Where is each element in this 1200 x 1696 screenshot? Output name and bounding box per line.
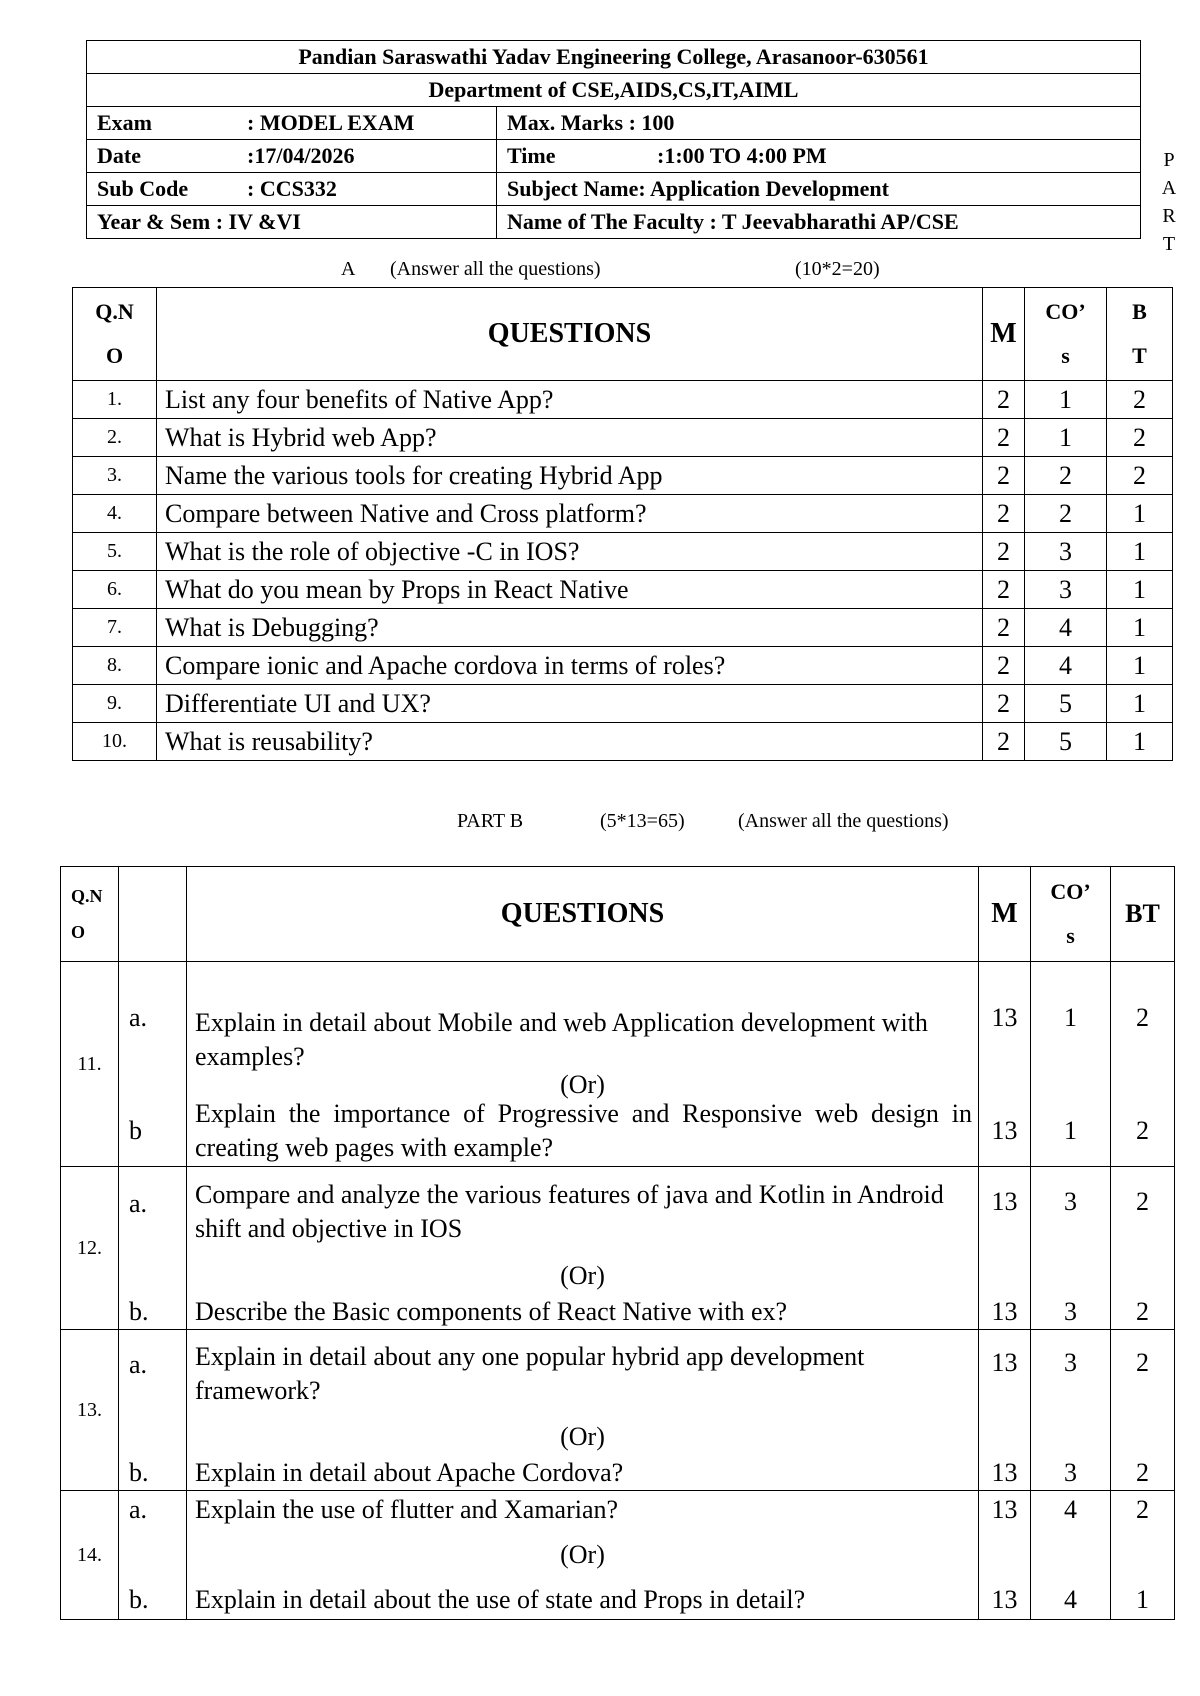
bt-cell: 2 [1111,962,1175,1075]
question-text: What is the role of objective -C in IOS? [157,533,983,571]
or-label: (Or) [187,1074,979,1096]
questions-header: QUESTIONS [187,867,979,962]
question-number: 1. [73,381,157,419]
question-number: 7. [73,609,157,647]
table-row [61,1330,1175,1419]
part-b-table [60,866,1175,1620]
sub-label: b. [119,1295,187,1330]
question-text: What do you mean by Props in React Native [157,571,983,609]
question-text: List any four benefits of Native App? [157,381,983,419]
cos-header: CO’ s [1025,288,1107,381]
question-number: 8. [73,647,157,685]
table-header-row [61,867,1175,962]
marks-cell: 2 [983,495,1025,533]
faculty-name: Name of The Faculty : T Jeevabharathi AP/CSE [497,206,1141,239]
part-a-marks: (10*2=20) [795,258,880,280]
co-cell: 4 [1031,1582,1111,1620]
year-sem: Year & Sem : IV &VI [87,206,497,239]
sub-label: b. [119,1582,187,1620]
questions-header: QUESTIONS [157,288,983,381]
co-cell: 1 [1025,381,1107,419]
bt-cell: 1 [1107,609,1173,647]
marks-cell: 2 [983,647,1025,685]
marks-cell: 13 [979,1491,1031,1529]
marks-cell: 2 [983,571,1025,609]
cos-header: CO’ s [1031,867,1111,962]
part-b-instruction: (Answer all the questions) [738,810,949,832]
part-b-marks: (5*13=65) [600,810,685,832]
marks-cell: 13 [979,1295,1031,1330]
table-row [73,723,1173,761]
question-text: Compare ionic and Apache cordova in terms of roles? [157,647,983,685]
question-number: 3. [73,457,157,495]
co-cell: 3 [1031,1295,1111,1330]
time-cell [497,140,1141,173]
question-text: Explain the use of flutter and Xamarian? [187,1491,979,1529]
bt-cell: 2 [1111,1167,1175,1258]
bt-cell: 2 [1111,1330,1175,1419]
max-marks: Max. Marks : 100 [497,107,1141,140]
bt-cell: 1 [1107,647,1173,685]
question-number: 11. [61,962,119,1167]
question-text: Explain in detail about Mobile and web Application development with examples? [187,962,979,1075]
marks-cell: 13 [979,1330,1031,1419]
question-text: Name the various tools for creating Hybrid App [157,457,983,495]
question-number: 4. [73,495,157,533]
or-row [61,1257,1175,1295]
subject-name: Subject Name: Application Development [497,173,1141,206]
marks-cell: 2 [983,381,1025,419]
exam-cell [87,107,497,140]
or-row [61,1074,1175,1096]
qno-header: Q.N O [73,288,157,381]
department-name: Department of CSE,AIDS,CS,IT,AIML [87,74,1141,107]
question-number: 9. [73,685,157,723]
question-text: Differentiate UI and UX? [157,685,983,723]
question-text: Explain in detail about any one popular hybrid app development framework? [187,1330,979,1419]
question-text: Explain in detail about the use of state and Props in detail? [187,1582,979,1620]
bt-cell: 1 [1107,533,1173,571]
marks-header: M [983,288,1025,381]
co-cell: 5 [1025,685,1107,723]
subcode-cell [87,173,497,206]
sub-label: b. [119,1456,187,1491]
question-text: What is Hybrid web App? [157,419,983,457]
or-label: (Or) [187,1528,979,1582]
college-name: Pandian Saraswathi Yadav Engineering College, Arasanoor-630561 [87,41,1141,74]
marks-cell: 2 [983,723,1025,761]
table-row [61,1491,1175,1529]
bt-cell: 2 [1107,381,1173,419]
co-cell: 3 [1031,1330,1111,1419]
bt-cell: 1 [1107,495,1173,533]
question-number: 14. [61,1491,119,1620]
bt-header: B T [1107,288,1173,381]
co-cell: 4 [1025,647,1107,685]
part-a-table [72,287,1173,761]
marks-cell: 13 [979,1582,1031,1620]
marks-cell: 13 [979,1456,1031,1491]
table-row [73,571,1173,609]
exam-header [86,40,1141,239]
date-cell [87,140,497,173]
sub-label: a. [119,962,187,1075]
marks-cell: 2 [983,419,1025,457]
sub-header [119,867,187,962]
part-b-title: PART B [457,810,524,832]
co-cell: 3 [1031,1456,1111,1491]
time-label: Time [507,143,556,168]
marks-cell: 2 [983,609,1025,647]
co-cell: 4 [1025,609,1107,647]
sub-label: a. [119,1330,187,1419]
co-cell: 3 [1025,571,1107,609]
table-row [61,1456,1175,1491]
bt-cell: 2 [1107,419,1173,457]
table-row [61,1167,1175,1258]
question-text: Describe the Basic components of React Native with ex? [187,1295,979,1330]
exam-value: : MODEL EXAM [247,110,415,135]
date-value: :17/04/2026 [247,143,355,168]
question-text: What is Debugging? [157,609,983,647]
side-letter: R [1162,205,1176,227]
date-label: Date [97,143,141,168]
question-number: 10. [73,723,157,761]
question-text: Explain in detail about Apache Cordova? [187,1456,979,1491]
bt-cell: 2 [1111,1096,1175,1167]
co-cell: 3 [1025,533,1107,571]
bt-cell: 2 [1111,1491,1175,1529]
or-row [61,1418,1175,1456]
question-number: 13. [61,1330,119,1491]
table-row [61,1295,1175,1330]
table-row [73,495,1173,533]
side-letter: P [1163,149,1175,171]
part-a-instruction: (Answer all the questions) [390,258,601,280]
table-row [61,962,1175,1075]
sub-label: b [119,1096,187,1167]
question-text: What is reusability? [157,723,983,761]
exam-label: Exam [97,110,152,135]
co-cell: 1 [1031,1096,1111,1167]
marks-cell: 13 [979,962,1031,1075]
table-row [73,533,1173,571]
time-value: :1:00 TO 4:00 PM [657,143,827,168]
part-side-label [1158,146,1180,258]
table-row [61,1582,1175,1620]
subcode-value: : CCS332 [247,176,337,201]
co-cell: 2 [1025,457,1107,495]
question-number: 5. [73,533,157,571]
side-letter: A [1161,177,1177,199]
or-label: (Or) [187,1418,979,1456]
table-row [73,457,1173,495]
side-letter: T [1162,233,1176,255]
question-text: Explain the importance of Progressive and Responsive web design in creating web pages with example? [187,1096,979,1167]
question-number: 12. [61,1167,119,1330]
qno-header: Q.N O [61,867,119,962]
bt-cell: 1 [1107,571,1173,609]
bt-cell: 2 [1107,457,1173,495]
table-row [73,609,1173,647]
or-row [61,1528,1175,1582]
co-cell: 1 [1031,962,1111,1075]
marks-cell: 13 [979,1096,1031,1167]
question-number: 2. [73,419,157,457]
co-cell: 5 [1025,723,1107,761]
marks-cell: 2 [983,457,1025,495]
co-cell: 1 [1025,419,1107,457]
or-label: (Or) [187,1257,979,1295]
bt-cell: 1 [1107,685,1173,723]
table-row [73,381,1173,419]
table-row [61,1096,1175,1167]
bt-cell: 1 [1111,1582,1175,1620]
marks-header: M [979,867,1031,962]
bt-cell: 2 [1111,1456,1175,1491]
sub-label: a. [119,1167,187,1258]
table-row [73,685,1173,723]
question-text: Compare between Native and Cross platform? [157,495,983,533]
marks-cell: 13 [979,1167,1031,1258]
marks-cell: 2 [983,533,1025,571]
table-row [73,419,1173,457]
table-row [73,647,1173,685]
table-header-row [73,288,1173,381]
marks-cell: 2 [983,685,1025,723]
co-cell: 4 [1031,1491,1111,1529]
bt-header: BT [1111,867,1175,962]
subcode-label: Sub Code [97,176,189,201]
sub-label: a. [119,1491,187,1529]
co-cell: 2 [1025,495,1107,533]
part-a-letter: A [341,258,356,280]
bt-cell: 1 [1107,723,1173,761]
question-text: Compare and analyze the various features of java and Kotlin in Android shift and objective in IOS [187,1167,979,1258]
question-number: 6. [73,571,157,609]
bt-cell: 2 [1111,1295,1175,1330]
co-cell: 3 [1031,1167,1111,1258]
